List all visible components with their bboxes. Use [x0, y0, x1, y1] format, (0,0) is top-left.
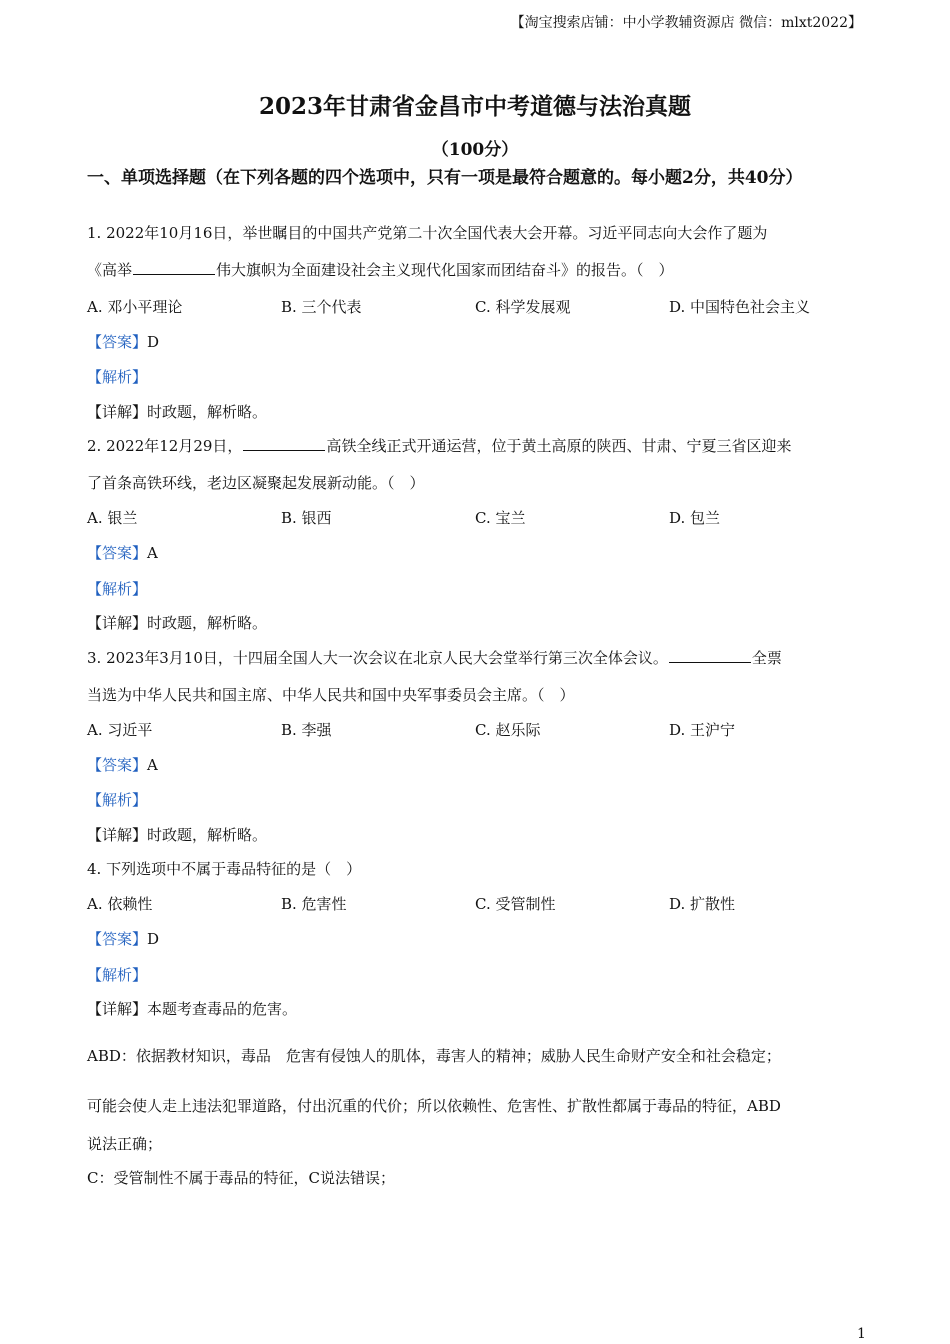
q4-explanation-2: 可能会使人走上违法犯罪道路，付出沉重的代价；所以依赖性、危害性、扩散性都属于毒品的特征，ABD — [87, 1097, 781, 1115]
q3-answer-label: 【答案】 — [87, 756, 148, 774]
page-number: 1 — [857, 1326, 866, 1342]
q2-option-b: B. 银西 — [281, 509, 332, 527]
q2-stem-prefix: 2. 2022年12月29日， — [87, 437, 243, 455]
q3-stem-line2: 当选为中华人民共和国主席、中华人民共和国中央军事委员会主席。（ ） — [87, 686, 575, 704]
q4-explanation-4: C：受管制性不属于毒品的特征，C说法错误； — [87, 1169, 395, 1187]
q1-stem-prefix: 《高举 — [87, 261, 133, 279]
q3-stem-suffix: 全票 — [751, 649, 782, 667]
q3-detail: 【详解】时政题，解析略。 — [87, 826, 268, 844]
page-title: 2023年甘肃省金昌市中考道德与法治真题 — [258, 93, 691, 120]
q4-answer-value: D — [147, 930, 160, 948]
q2-answer-value: A — [147, 544, 158, 562]
q1-stem-line1: 1. 2022年10月16日，举世瞩目的中国共产党第二十次全国代表大会开幕。习近平同志向大会作了题为 — [87, 224, 768, 242]
q4-option-b: B. 危害性 — [281, 895, 347, 913]
q2-analysis-label: 【解析】 — [87, 580, 148, 598]
total-score: （100分） — [431, 140, 519, 160]
q3-stem-line1 — [87, 647, 865, 668]
q4-explanation-1: ABD：依据教材知识，毒品 危害有侵蚀人的肌体，毒害人的精神；威胁人民生命财产安全和社会稳定； — [87, 1047, 781, 1065]
q1-detail: 【详解】时政题，解析略。 — [87, 403, 268, 421]
q2-answer-label: 【答案】 — [87, 544, 148, 562]
q1-analysis-label: 【解析】 — [87, 368, 148, 386]
q1-option-b: B. 三个代表 — [281, 298, 362, 316]
q4-detail: 【详解】本题考查毒品的危害。 — [87, 1000, 298, 1018]
q3-answer — [87, 754, 158, 775]
q1-answer-label: 【答案】 — [87, 333, 148, 351]
q1-option-c: C. 科学发展观 — [475, 298, 571, 316]
q2-option-c: C. 宝兰 — [475, 509, 526, 527]
q4-explanation-3: 说法正确； — [87, 1135, 163, 1153]
q2-stem-suffix: 高铁全线正式开通运营，位于黄土高原的陕西、甘肃、宁夏三省区迎来 — [326, 437, 792, 455]
q1-answer-value: D — [147, 333, 160, 351]
q4-stem: 4. 下列选项中不属于毒品特征的是（ ） — [87, 860, 362, 878]
header-note: 【淘宝搜索店铺：中小学教辅资源店 微信：mlxt2022】 — [510, 15, 862, 31]
q2-option-a: A. 银兰 — [87, 509, 138, 527]
q4-answer — [87, 928, 159, 949]
q4-analysis-label: 【解析】 — [87, 966, 148, 984]
q2-option-d: D. 包兰 — [669, 509, 721, 527]
q4-option-c: C. 受管制性 — [475, 895, 556, 913]
q3-blank — [669, 648, 751, 663]
q2-stem-line2: 了首条高铁环线，老边区凝聚起发展新动能。（ ） — [87, 474, 425, 492]
q1-option-a: A. 邓小平理论 — [87, 298, 183, 316]
q2-stem-line1 — [87, 435, 865, 456]
q1-option-d: D. 中国特色社会主义 — [669, 298, 811, 316]
q3-option-b: B. 李强 — [281, 721, 332, 739]
q1-answer — [87, 331, 159, 352]
q3-option-c: C. 赵乐际 — [475, 721, 541, 739]
q3-option-a: A. 习近平 — [87, 721, 153, 739]
q3-option-d: D. 王沪宁 — [669, 721, 736, 739]
q4-answer-label: 【答案】 — [87, 930, 148, 948]
q3-answer-value: A — [147, 756, 158, 774]
q2-blank — [243, 436, 325, 451]
q1-stem-suffix: 伟大旗帜为全面建设社会主义现代化国家而团结奋斗》的报告。（ ） — [216, 261, 674, 279]
q2-answer — [87, 542, 158, 563]
q3-analysis-label: 【解析】 — [87, 791, 148, 809]
section-heading: 一、单项选择题（在下列各题的四个选项中，只有一项是最符合题意的。每小题2分，共40分） — [87, 168, 803, 188]
q3-stem-prefix: 3. 2023年3月10日，十四届全国人大一次会议在北京人民大会堂举行第三次全体会议。 — [87, 649, 668, 667]
q1-blank — [133, 260, 215, 275]
q2-detail: 【详解】时政题，解析略。 — [87, 614, 268, 632]
q1-stem-line2 — [87, 259, 674, 280]
q4-option-d: D. 扩散性 — [669, 895, 736, 913]
q4-option-a: A. 依赖性 — [87, 895, 153, 913]
